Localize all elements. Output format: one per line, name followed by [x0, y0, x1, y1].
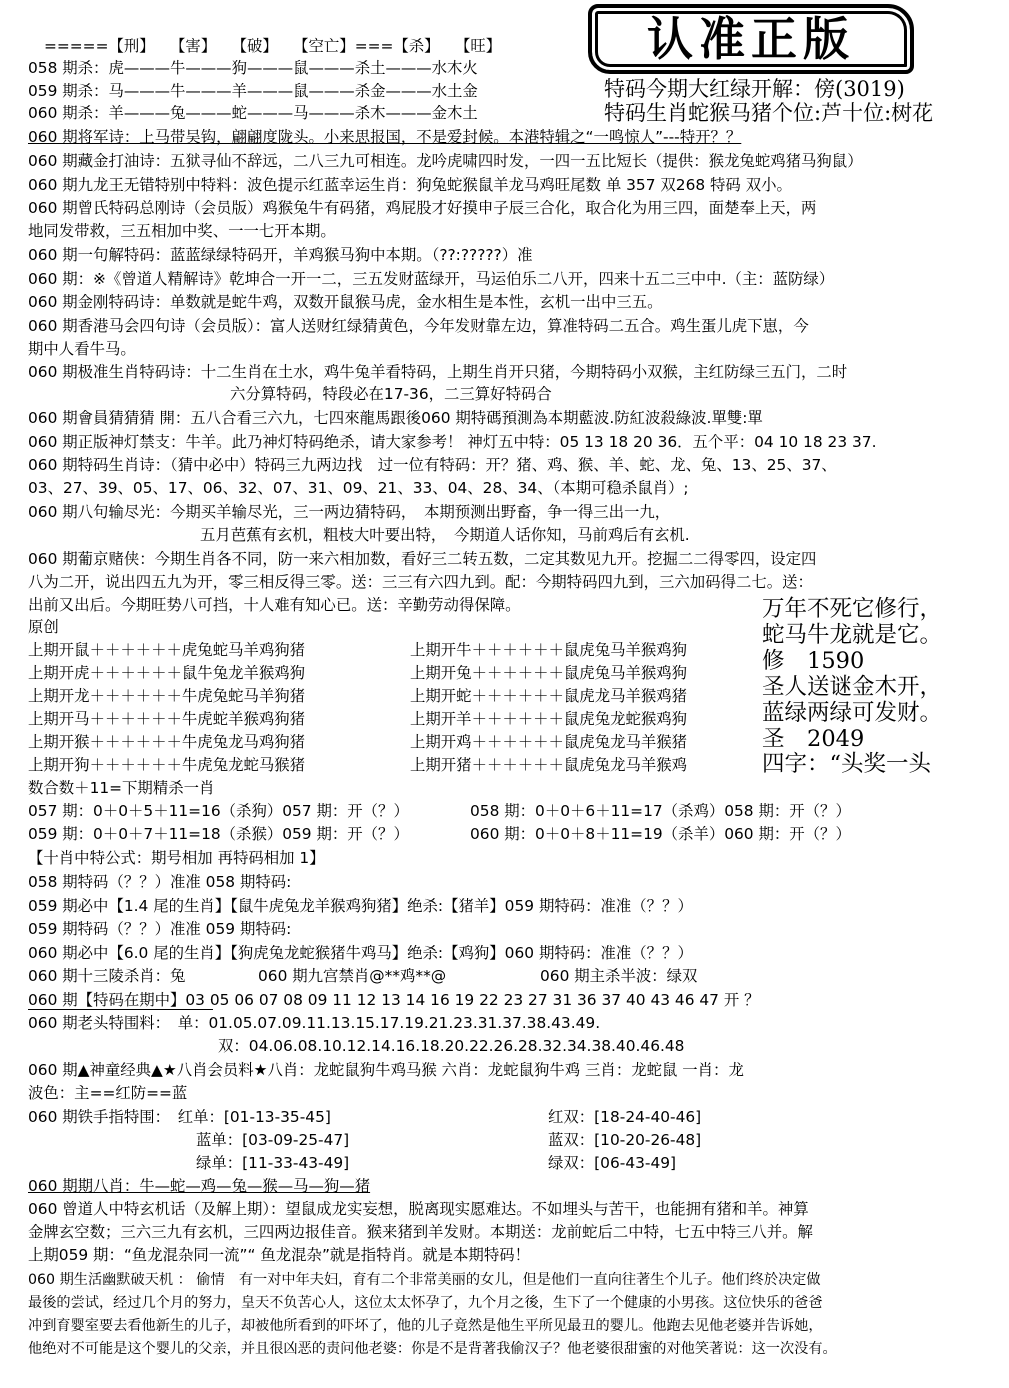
- magic-lamp-line: 060 期正版神灯禁支：牛羊。此乃神灯特码绝杀，请大家参考！ 神灯五中特：05 13 18 20 36．五个平：04 10 18 23 37.: [28, 433, 877, 451]
- table-row: 上期开猪＋＋＋＋＋＋鼠虎兔龙马羊猴鸡: [410, 756, 688, 774]
- iron-finger-blue-even: 蓝双：[10-20-26-48]: [548, 1131, 702, 1149]
- headline-1: 特码今期大红绿开解：傍(3019): [604, 77, 905, 101]
- hk-jockey-poem-1: 060 期香港马会四句诗（会员版）：富人送财红绿猜黄色，今年发财靠左边，算准特码二五合。鸡生蛋儿虎下崽，今: [28, 317, 809, 335]
- header-row: =====【刑】 【害】 【破】 【空亡】===【杀】 【旺】: [44, 37, 502, 55]
- table-row: 上期开马＋＋＋＋＋＋牛虎蛇羊猴鸡狗猪: [28, 710, 306, 728]
- zeng-poem-2: 地同发带救，三五相加中奖、一一七开本期。: [28, 222, 336, 240]
- eight-line-poem-2: 五月芭蕉有玄机，粗枝大叶要出特， 今期道人话你知，马前鸡后有玄机.: [200, 526, 690, 544]
- original-label: 原创: [28, 618, 59, 636]
- humor-story-2: 最後的尝试，经过几个月的努力，皇天不负苦心人，这位太太怀孕了，九个月之後，生下了一个健康的小男孩。这位快乐的爸爸: [28, 1295, 823, 1311]
- iron-finger-green-odd: 绿单：[11-33-43-49]: [196, 1154, 350, 1172]
- code-in-period: 060 期【特码在期中】03 05 06 07 08 09 11 12 13 14 16 19 22 23 27 31 36 37 40 43 46 47 开 ？: [28, 991, 760, 1009]
- general-poem: 060 期将军诗：上马带吴钩，翩翩度陇头。小来思报国，不是爱封候。本港特辑之“一鸣惊人”---特开？？: [28, 128, 742, 146]
- accurate-zodiac-poem-2: 六分算特码，特段必在17-36，二三算好特码合: [230, 385, 552, 403]
- zeng-mystery-1: 060 曾道人中特玄机话（及解上期）：望鼠成龙实妄想，脱离现实愿难达。不如埋头与苦干，也能拥有猪和羊。神算: [28, 1200, 809, 1218]
- iron-finger-green-even: 绿双：[06-43-49]: [548, 1154, 677, 1172]
- nine-palace-ban: 060 期九宫禁肖@**鸡**@: [258, 967, 447, 985]
- table-row: 上期开羊＋＋＋＋＋＋鼠虎兔龙蛇猴鸡狗: [410, 710, 688, 728]
- humor-story-1: 060 期生活幽默破天机 ： 偷情 有一对中年夫妇，育有二个非常美丽的女儿，但是他们一直向往著生个儿子。他们终於决定做: [28, 1272, 821, 1288]
- kill-row-059: 059 期杀：马———牛———羊———鼠———杀金———水土金: [28, 82, 478, 100]
- kill-row-060: 060 期杀：羊———兔———蛇———马———杀木———金木土: [28, 104, 478, 122]
- prodigy-classic: 060 期▲神童经典▲★八肖会员料★八肖：龙蛇鼠狗牛鸡马猴 六肖：龙蛇鼠狗牛鸡 三肖：龙蛇鼠 一肖：龙: [28, 1061, 744, 1079]
- eight-line-poem-1: 060 期八句输尽光：今期买羊输尽光，三一两边猜特码， 本期预测出野畜，争一得三出一九，: [28, 503, 671, 521]
- special-058: 058 期特码（？？）准准 058 期特码:: [28, 873, 292, 891]
- humor-story-4: 他绝对不可能是这个婴儿的父亲，并且很凶恶的责问他老婆：你是不是背著我偷汉子？他老婆很甜蜜的对他笑著说：这一次没有。: [28, 1341, 837, 1357]
- formula-label: 数合数＋11=下期精杀一肖: [28, 779, 215, 797]
- table-row: 上期开牛＋＋＋＋＋＋鼠虎兔马羊猴鸡狗: [410, 641, 688, 659]
- iron-finger-blue-odd: 蓝单：[03-09-25-47]: [196, 1131, 350, 1149]
- table-row: 上期开兔＋＋＋＋＋＋鼠虎兔马羊猴鸡狗: [410, 664, 688, 682]
- table-row: 上期开猴＋＋＋＋＋＋牛虎兔龙马鸡狗猪: [28, 733, 306, 751]
- zodiac-poem-2: 03、27、39、05、17、06、32、07、31、09、21、33、04、28、34、（本期可稳杀鼠肖）;: [28, 479, 689, 497]
- side-poem-line: 四字：“头奖一头: [762, 751, 932, 777]
- formula-058: 058 期：0＋0＋6＋11=17（杀鸡）058 期：开（？）: [470, 802, 851, 820]
- wave-color: 波色：主==红防==蓝: [28, 1084, 188, 1102]
- side-poem-line: 圣 2049: [762, 726, 865, 752]
- formula-059: 059 期：0＋0＋7＋11=18（杀猴）059 期：开（？）: [28, 825, 409, 843]
- hk-jockey-poem-2: 期中人看牛马。: [28, 340, 136, 358]
- kill-row-058: 058 期杀：虎———牛———狗———鼠———杀土———水木火: [28, 59, 478, 77]
- iron-finger-red-even: 红双：[18-24-40-46]: [548, 1108, 702, 1126]
- authentic-edition-stamp: [588, 4, 914, 74]
- one-line-hint: 060 期一句解特码：蓝蓝绿绿特码开，羊鸡猴马狗中本期。（??:?????）准: [28, 246, 533, 264]
- side-poem-line: 修 1590: [762, 648, 865, 674]
- formula-057: 057 期：0＋0＋5＋11=16（杀狗）057 期：开（？）: [28, 802, 409, 820]
- humor-story-3: 冲到育婴室要去看他新生的儿子，却被他所看到的吓坏了，他的儿子竟然是他生平所见最丑的婴儿。他跑去见他老婆并告诉她，: [28, 1318, 823, 1334]
- iron-finger-red-odd: 060 期铁手指特围： 红单：[01-13-35-45]: [28, 1108, 331, 1126]
- accurate-zodiac-poem-1: 060 期极准生肖特码诗：十二生肖在土水，鸡牛兔羊看特码，上期生肖开只猪，今期特码小双猴，主红防绿三五门，二时: [28, 363, 848, 381]
- side-poem-line: 万年不死它修行，: [762, 596, 943, 622]
- headline-2: 特码生肖蛇猴马猪个位:芦十位:树花: [604, 101, 934, 125]
- zeng-mystery-3: 上期059 期：“鱼龙混杂同一流”“ 鱼龙混杂”就是指特肖。就是本期特码！: [28, 1246, 530, 1264]
- macau-gambler-3: 出前又出后。今期旺势八可挡，十人难有知心已。送：辛勤劳动得保障。: [28, 596, 521, 614]
- table-row: 上期开蛇＋＋＋＋＋＋鼠虎龙马羊猴鸡猪: [410, 687, 688, 705]
- zodiac-poem-1: 060 期特码生肖诗：（猜中必中）特码三九两边找 过一位有特码：开？猪、鸡、猴、羊、蛇、龙、兔、13、25、37、: [28, 456, 837, 474]
- special-059: 059 期特码（？？）准准 059 期特码:: [28, 920, 292, 938]
- member-guess-line: 060 期會員猜猜猜 開：五八合看三六九，七四來龍馬跟後060 期特碼預測為本期藍波.防紅波殺綠波.單雙:單: [28, 409, 763, 427]
- zeng-mystery-2: 金牌玄空数；三六三九有玄机，三四两边报佳音。猴来猪到羊发财。本期送：龙前蛇后二中特，七五中特三八并。解: [28, 1223, 813, 1241]
- nine-dragon-line: 060 期九龙王无错特别中特料：波色提示红蓝幸运生肖：狗兔蛇猴鼠羊龙马鸡旺尾数 单 357 双268 特码 双小。: [28, 176, 792, 194]
- old-man-even: 双：04.06.08.10.12.14.16.18.20.22.26.28.32.34.38.40.46.48: [218, 1037, 685, 1055]
- old-man-odd: 060 期老头特围料： 单：01.05.07.09.11.13.15.17.19.21.23.31.37.38.43.49.: [28, 1014, 601, 1032]
- formula-060: 060 期：0＋0＋8＋11=19（杀羊）060 期：开（？）: [470, 825, 851, 843]
- zeng-poem-1: 060 期曾氏特码总刚诗（会员版）鸡猴兔牛有码猪，鸡屁股才好摸申子辰三合化，取合化为用三四，面楚奉上天，两: [28, 199, 817, 217]
- table-row: 上期开鸡＋＋＋＋＋＋鼠虎兔龙马羊猴猪: [410, 733, 688, 751]
- table-row: 上期开鼠＋＋＋＋＋＋虎兔蛇马羊鸡狗猪: [28, 641, 306, 659]
- side-poem-line: 蓝绿两绿可发财。: [762, 700, 943, 726]
- macau-gambler-1: 060 期葡京赌侠：今期生肖各不同，防一来六相加数，看好三二转五数，二定其数见九开。挖掘二二得零四，设定四: [28, 550, 817, 568]
- stamp-text: 认准正版: [647, 12, 855, 66]
- diamond-poem: 060 期金刚特码诗：单数就是蛇牛鸡，双数开鼠猴马虎，金水相生是本性，玄机一出中三五。: [28, 293, 663, 311]
- code-in-period-underline: [28, 1009, 213, 1010]
- must-win-059: 059 期必中【1.4 尾的生肖】【鼠牛虎兔龙羊猴鸡狗猪】绝杀:【猪羊】059 期特码：准准（？？）: [28, 897, 693, 915]
- table-row: 上期开虎＋＋＋＋＋＋鼠牛兔龙羊猴鸡狗: [28, 664, 306, 682]
- doggerel-poem: 060 期藏金打油诗：五狱寻仙不辞远，二八三九可相连。龙吟虎啸四时发，一四一五比短长（提供：猴龙兔蛇鸡猪马狗鼠）: [28, 152, 863, 170]
- main-kill-half-wave: 060 期主杀半波：绿双: [540, 967, 698, 985]
- table-row: 上期开狗＋＋＋＋＋＋牛虎兔龙蛇马猴猪: [28, 756, 306, 774]
- ming-tomb-kill: 060 期十三陵杀肖：兔: [28, 967, 186, 985]
- eight-zodiac-line: 060 期期八肖：牛—蛇—鸡—兔—猴—马—狗—猪: [28, 1177, 371, 1195]
- table-row: 上期开龙＋＋＋＋＋＋牛虎兔蛇马羊狗猪: [28, 687, 306, 705]
- ten-zodiac-formula: 【十肖中特公式：期号相加 再特码相加 1】: [28, 849, 325, 867]
- must-win-060: 060 期必中【6.0 尾的生肖】【狗虎兔龙蛇猴猪牛鸡马】绝杀:【鸡狗】060 期特码：准准（？？）: [28, 944, 693, 962]
- side-poem-line: 圣人送谜金木开，: [762, 674, 943, 700]
- side-poem-line: 蛇马牛龙就是它。: [762, 622, 943, 648]
- zeng-essence-poem: 060 期：※《曾道人精解诗》乾坤合一开一二，三五发财蓝绿开，马运伯乐二八开，四来十五二三中中.（主：蓝防绿）: [28, 270, 835, 288]
- macau-gambler-2: 八为二开，说出四五九为开，零三相反得三零。送：三三有六四九到。配：今期特码四九到，三六加码得二七。送：: [28, 573, 813, 591]
